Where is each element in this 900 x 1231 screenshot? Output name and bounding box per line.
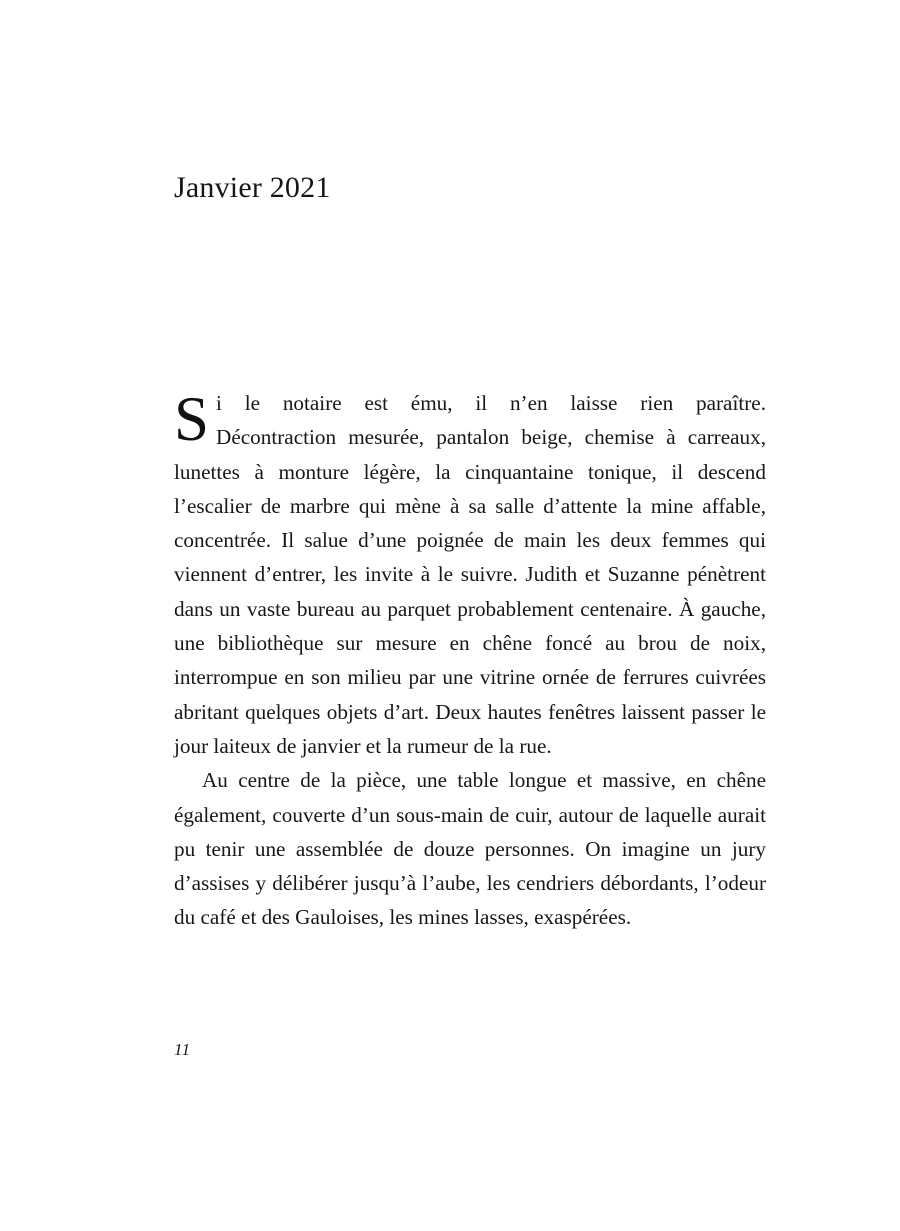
paragraph-1-first-line: i le notaire est ému, il n’en laisse rien paraître. xyxy=(216,391,766,415)
drop-cap: S xyxy=(174,384,210,454)
paragraph-1 xyxy=(174,386,766,763)
body-text-block xyxy=(174,386,766,935)
page-title: Janvier 2021 xyxy=(174,171,331,205)
page-number: 11 xyxy=(174,1040,191,1059)
paragraph-2: Au centre de la pièce, une table longue et massive, en chêne également, couverte d’un sous-main de cuir, autour de laquelle aurait pu tenir une assemblée de douze personnes. On imagine un jury d’assises y délibérer jusqu’à l’aube, les cendriers débordants, l’odeur du café et des Gauloises, les mines lasses, exaspérées. xyxy=(174,768,766,930)
paragraph-1-body: Décontraction mesurée, pantalon beige, chemise à carreaux, lunettes à monture légère, la cinquantaine tonique, il descend l’escalier de marbre qui mène à sa salle d’attente la mine affable, concentrée. Il salue d’une poignée de main les deux femmes qui viennent d’entrer, les invite à le suivre. Judith et Suzanne pénètrent dans un vaste bureau au parquet probablement centenaire. À gauche, une bibliothèque sur mesure en chêne foncé au brou de noix, interrompue en son milieu par une vitrine ornée de ferrures cuivrées abritant quelques objets d’art. Deux hautes fenêtres laissent passer le jour laiteux de janvier et la rumeur de la rue. xyxy=(174,425,766,758)
